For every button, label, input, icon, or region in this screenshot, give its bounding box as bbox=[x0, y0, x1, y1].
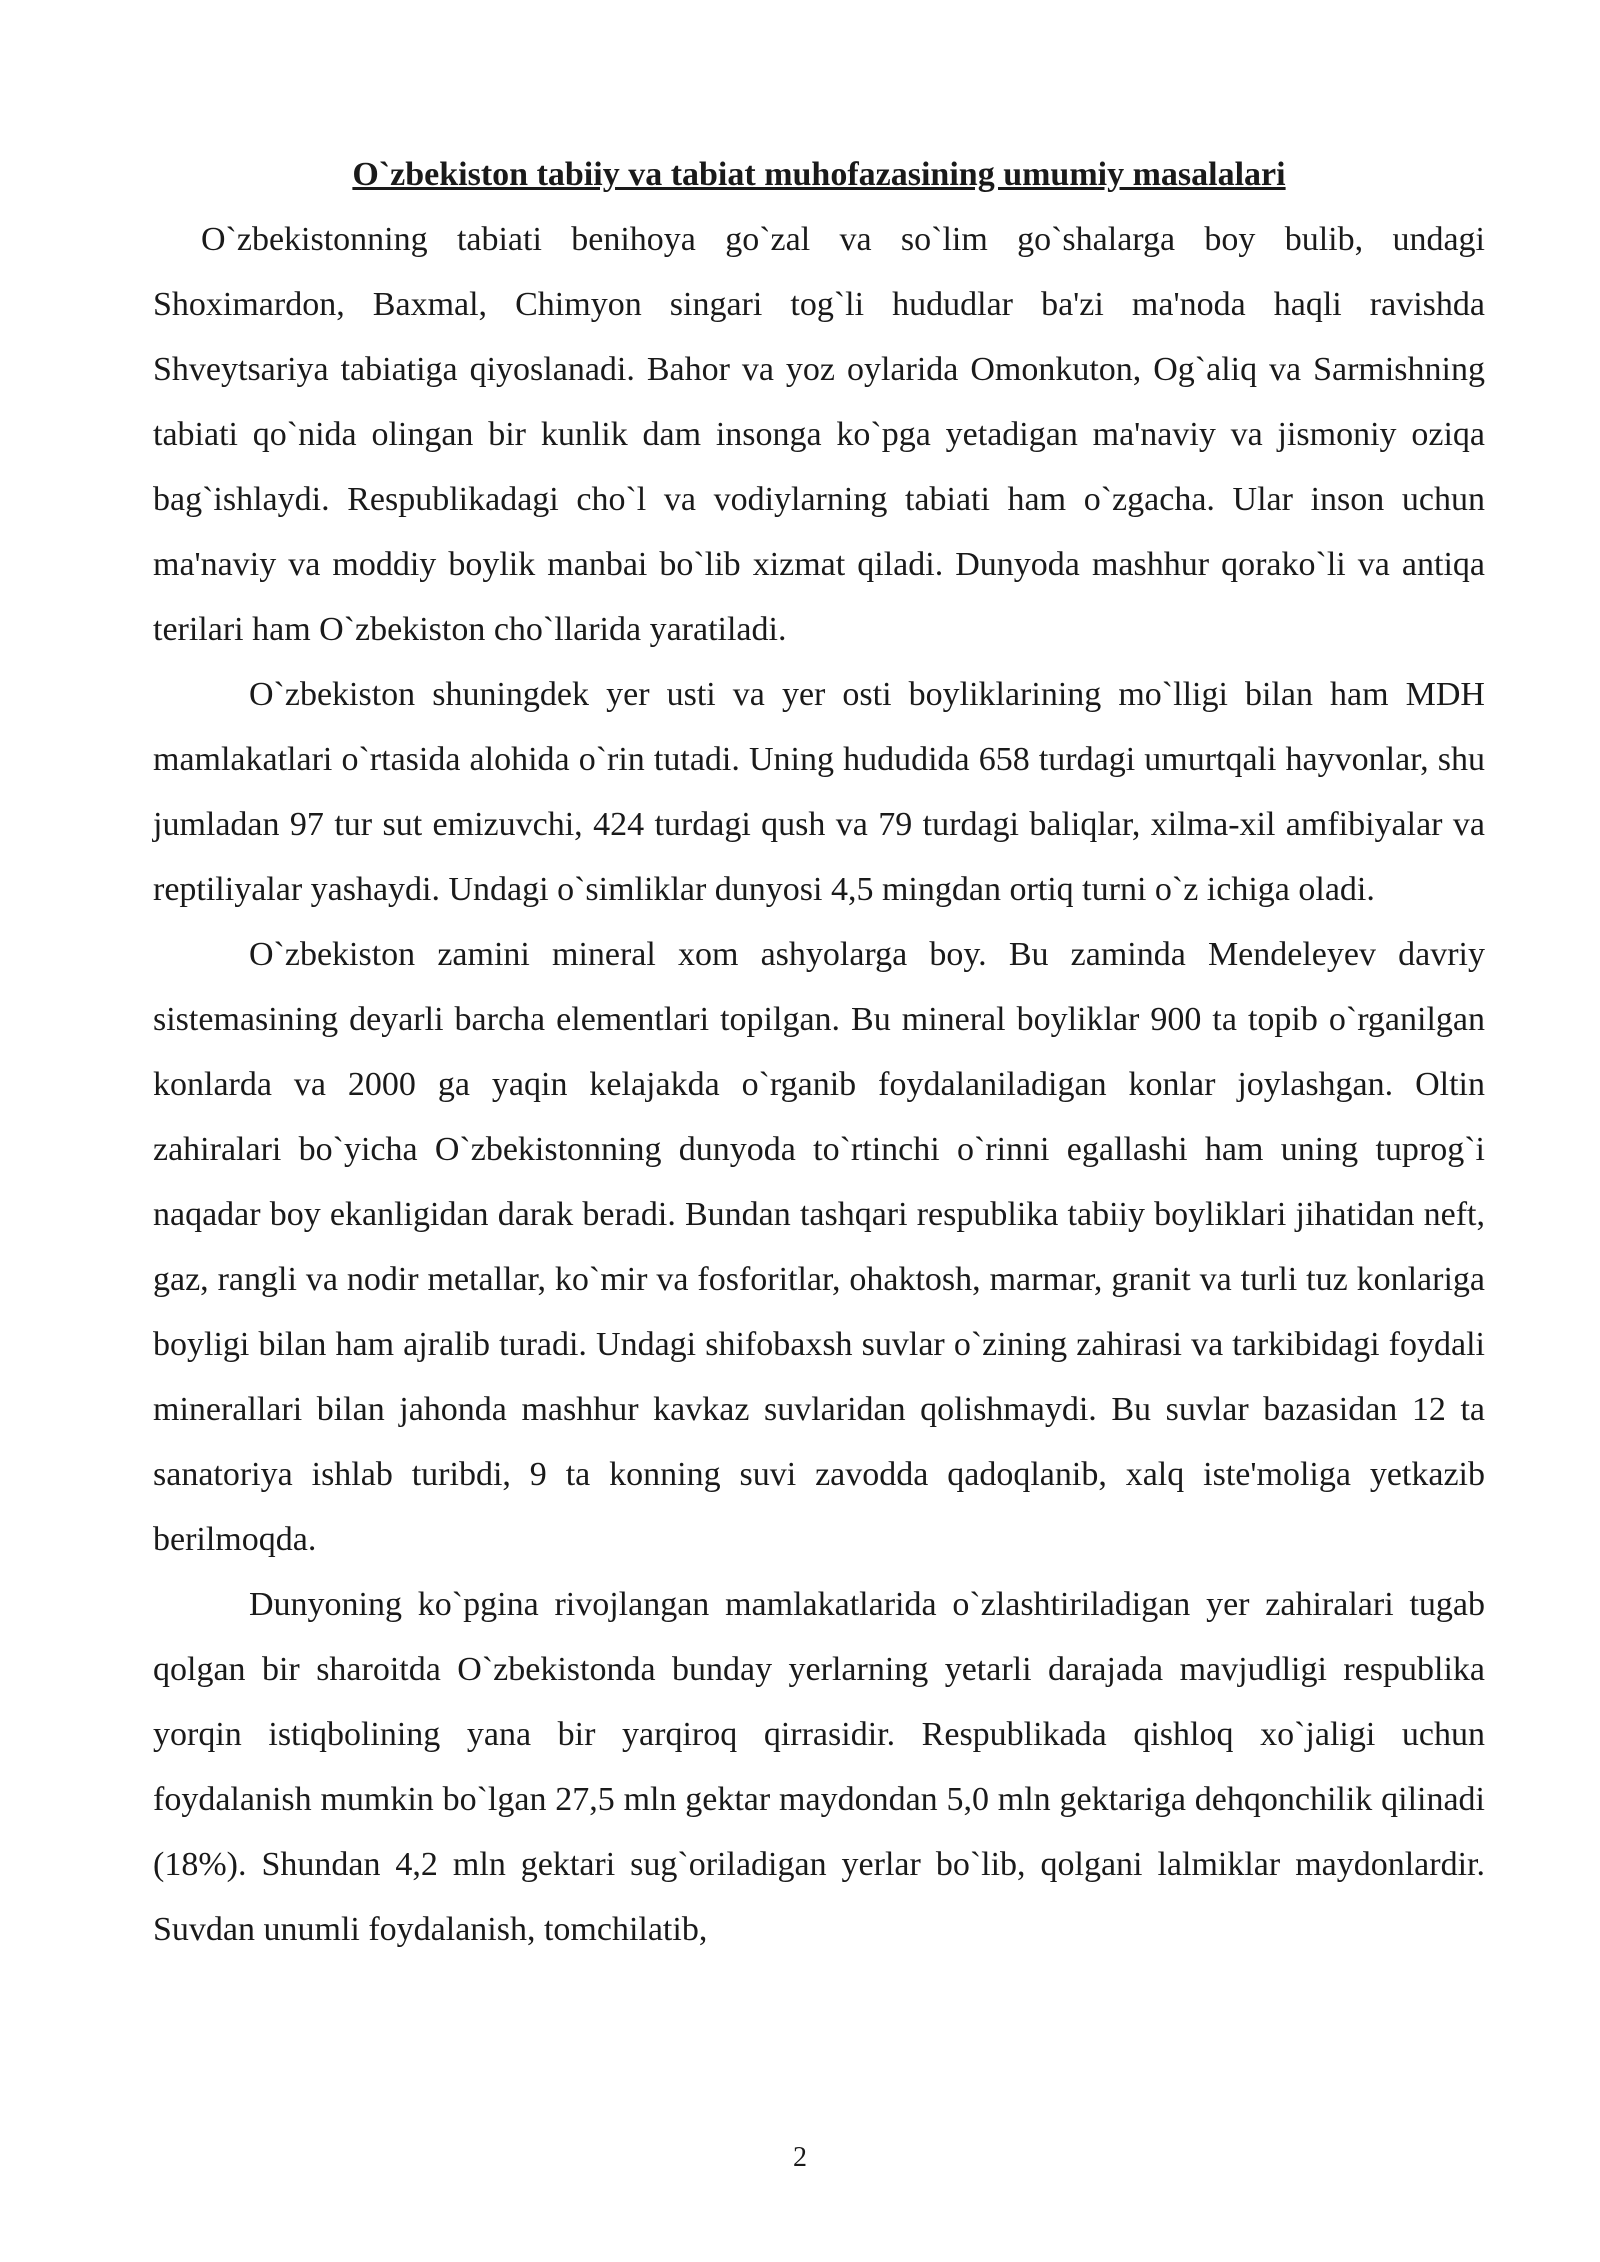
document-page bbox=[153, 150, 1485, 1962]
paragraph-4: Dunyoning ko`pgina rivojlangan mamlakatlarida o`zlashtiriladigan yer zahiralari tugab qolgan bir sharoitda O`zbekistonda bunday yerlarning yetarli darajada mavjudligi respublika yorqin istiqbolining yana bir yarqiroq qirrasidir. Respublikada qishloq xo`jaligi uchun foydalanish mumkin bo`lgan 27,5 mln gektar maydondan 5,0 mln gektariga dehqonchilik qilinadi (18%). Shundan 4,2 mln gektari sug`oriladigan yerlar bo`lib, qolgani lalmiklar maydonlardir. Suvdan unumli foydalanish, tomchilatib, bbox=[153, 1586, 1485, 1948]
paragraph-1: O`zbekistonning tabiati benihoya go`zal va so`lim go`shalarga boy bulib, undagi Shoximardon, Baxmal, Chimyon singari tog`li hududlar ba'zi ma'noda haqli ravishda Shveytsariya tabiatiga qiyoslanadi. Bahor va yoz oylarida Omonkuton, Og`aliq va Sarmishning tabiati qo`nida olingan bir kunlik dam insonga ko`pga yetadigan ma'naviy va jismoniy oziqa bag`ishlaydi. Respublikadagi cho`l va vodiylarning tabiati ham o`zgacha. Ular inson uchun ma'naviy va moddiy boylik manbai bo`lib xizmat qiladi. Dunyoda mashhur qorako`li va antiqa terilari ham O`zbekiston cho`llarida yaratiladi. bbox=[153, 221, 1485, 648]
page-number: 2 bbox=[793, 2142, 807, 2173]
document-title: O`zbekiston tabiiy va tabiat muhofazasining umumiy masalalari bbox=[352, 156, 1286, 193]
paragraph-3: O`zbekiston zamini mineral xom ashyolarga boy. Bu zaminda Mendeleyev davriy sistemasining deyarli barcha elementlari topilgan. Bu mineral boyliklar 900 ta topib o`rganilgan konlarda va 2000 ga yaqin kelajakda o`rganib foydalaniladigan konlar joylashgan. Oltin zahiralari bo`yicha O`zbekistonning dunyoda to`rtinchi o`rinni egallashi ham uning tuprog`i naqadar boy ekanligidan darak beradi. Bundan tashqari respublika tabiiy boyliklari jihatidan neft, gaz, rangli va nodir metallar, ko`mir va fosforitlar, ohaktosh, marmar, granit va turli tuz konlariga boyligi bilan ham ajralib turadi. Undagi shifobaxsh suvlar o`zining zahirasi va tarkibidagi foydali minerallari bilan jahonda mashhur kavkaz suvlaridan qolishmaydi. Bu suvlar bazasidan 12 ta sanatoriya ishlab turibdi, 9 ta konning suvi zavodda qadoqlanib, xalq iste'moliga yetkazib berilmoqda. bbox=[153, 936, 1485, 1558]
paragraph-2: O`zbekiston shuningdek yer usti va yer osti boyliklarining mo`lligi bilan ham MDH mamlakatlari o`rtasida alohida o`rin tutadi. Uning hududida 658 turdagi umurtqali hayvonlar, shu jumladan 97 tur sut emizuvchi, 424 turdagi qush va 79 turdagi baliqlar, xilma-xil amfibiyalar va reptiliyalar yashaydi. Undagi o`simliklar dunyosi 4,5 mingdan ortiq turni o`z ichiga oladi. bbox=[153, 676, 1485, 908]
